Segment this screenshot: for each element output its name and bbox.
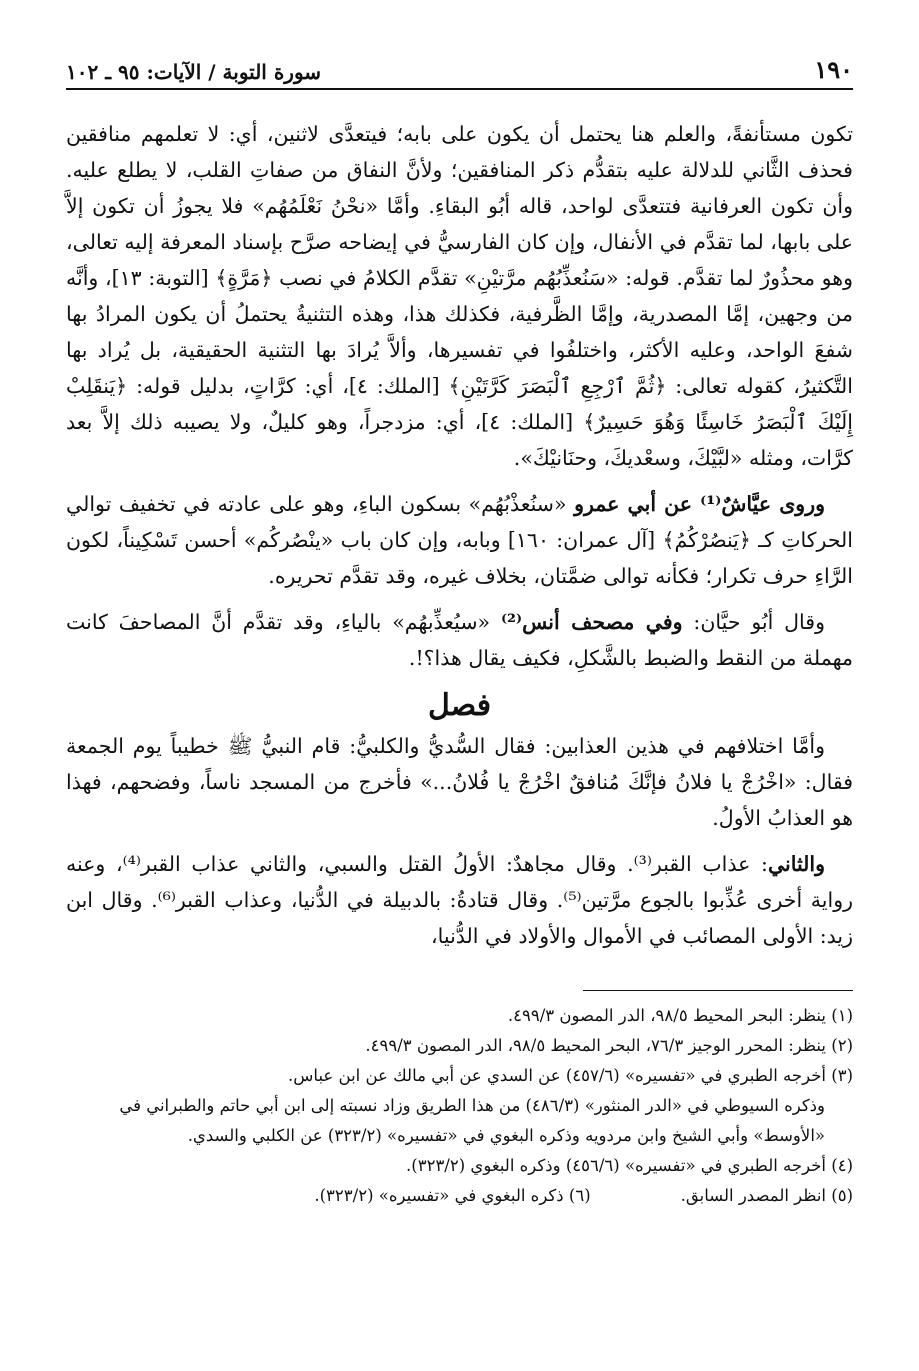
footnote-4: (٤) أخرجه الطبري في «تفسيره» (٤٥٦/٦) وذكره البغوي (٣٢٣/٢). <box>406 1156 853 1175</box>
running-title: سورة التوبة / الآيات: ٩٥ ـ ١٠٢ <box>66 60 322 84</box>
paragraph-5 <box>66 846 853 954</box>
paragraph-1: تكون مستأنفةً، والعلم هنا يحتمل أن يكون على بابه؛ فيتعدَّى لاثنين، أي: لا تعلمهم منافقين فحذف الثَّاني للدلالة عليه بتقدُّم ذكر المنافقين؛ ولأنَّ النفاق من صفاتِ القلب، لا يطلع عليه. وأن تكون العرفانية فتتعدَّى لواحد، قاله أبُو البقاءِ. وأمَّا «نحْنُ نَعْلَمُهُم» فلا يجوزُ أن تكون إلاَّ على بابها، لما تقدَّم في الأنفال، وإن كان الفارسيُّ في إيضاحه صرَّح بإسناد المعرفة إليه تعالى، وهو محذُورٌ لما تقدَّم. قوله: «سَنُعذِّبُهُم مرَّتيْنِ» تقدَّم الكلامُ في نصب ﴿مَرَّةٍ﴾ [التوبة: ١٣]، وأنَّه من وجهين، إمَّا المصدرية، وإمَّا الظَّرفية، فكذلك هذا، وهذه التثنيةُ يحتملُ أن يكون المرادُ بها شفعَ الواحد، وعليه الأكثر، واختلفُوا في تفسيرها، وألاَّ يُرادَ بها التثنية الحقيقية، بل يُراد بها التَّكثيرُ، كقوله تعالى: ﴿ثُمَّ ٱرْجِعِ ٱلْبَصَرَ كَرَّتَيْنِ﴾ [الملك: ٤]، أي: كرَّاتٍ، بدليل قوله: ﴿يَنقَلِبْ إِلَيْكَ ٱلْبَصَرُ خَاسِئًا وَهُوَ حَسِيرٌ﴾ [الملك: ٤]، أي: مزدجراً، وهو كليلٌ، ولا يصيبه ذلك إلاَّ بعد كرَّات، ومثله «لبَّيْكَ، وسعْديكَ، وحنَانيْكَ». <box>66 122 853 470</box>
footnote-3: (٣) أخرجه الطبري في «تفسيره» (٤٥٧/٦) عن السدي عن أبي مالك عن ابن عباس. <box>288 1066 853 1085</box>
paragraph-2 <box>66 486 853 594</box>
paragraph-2-text: «سنُعذْبُهُم» بسكون الباءِ، وهو على عادته في تخفيف توالي الحركاتِ كـ ﴿يَنصُرْكُمُ﴾ [آل عمران: ١٦٠] وبابه، وإن كان باب «ينْصُركُم» أحسن تَسْكِيناً، لكون الرَّاءِ حرف تكرار؛ فكأنه توالى ضمَّتان، بخلاف غيره، وقد تقدَّم تحريره. <box>66 492 854 588</box>
paragraph-3-lead: وفي مصحف أنس⁽²⁾ <box>500 610 683 634</box>
footnote-6: (٦) ذكره البغوي في «تفسيره» (٣٢٣/٢). <box>314 1186 591 1205</box>
section-title: فصل <box>427 688 492 723</box>
paragraph-2-lead: وروى عيَّاشٌ⁽¹⁾ عن أبي عمرو <box>574 492 825 516</box>
paragraph-3-pre: وقال أبُو حيَّان: <box>682 610 826 634</box>
paragraph-5-text: : عذاب القبر⁽³⁾. وقال مجاهدٌ: الأولُ القتل والسبي، والثاني عذاب القبر⁽⁴⁾، وعنه رواية أخرى عُذِّبوا بالجوع مرَّتين⁽⁵⁾. وقال قتادةُ: بالدبيلة في الدُّنيا، وعذاب القبر⁽⁶⁾. وقال ابن زيد: الأولى المصائب في الأموال والأولاد في الدُّنيا، <box>66 852 853 948</box>
footnote-1: (١) ينظر: البحر المحيط ٩٨/٥، الدر المصون ٤٩٩/٣. <box>507 1006 853 1025</box>
paragraph-4: وأمَّا اختلافهم في هذين العذابين: فقال السُّديُّ والكلبيُّ: قام النبيُّ ﷺ خطيباً يوم الجمعة فقال: «اخْرُجْ يا فلانُ فإنَّكَ مُنافقٌ اخْرُجْ يا فُلانُ...» فأخرج من المسجد ناساً، وفضحهم، فهذا هو العذابُ الأولُ. <box>66 734 853 830</box>
footnotes <box>66 1001 853 1211</box>
footnote-row-5-6 <box>66 1181 853 1211</box>
paragraph-3 <box>66 604 853 676</box>
paragraph-5-lead: والثاني <box>767 852 826 876</box>
footnote-divider <box>583 990 853 991</box>
page-header <box>66 38 853 90</box>
paragraph-3-text: «سيُعذِّبهُم» بالياءِ، وقد تقدَّم أنَّ المصاحفَ كانت مهملة من النقط والضبط بالشَّكلِ، فكيف يقال هذا؟!. <box>66 610 853 670</box>
page-number: ١٩٠ <box>814 55 853 84</box>
footnote-2: (٢) ينظر: المحرر الوجيز ٧٦/٣، البحر المحيط ٩٨/٥، الدر المصون ٤٩٩/٣. <box>365 1036 853 1055</box>
footnote-5: (٥) انظر المصدر السابق. <box>680 1186 853 1205</box>
body-text <box>66 116 853 954</box>
footnote-3-continuation: وذكره السيوطي في «الدر المنثور» (٤٨٦/٣) من هذا الطريق وزاد نسبته إلى ابن أبي حاتم والطبراني في «الأوسط» وأبي الشيخ وابن مردويه وذكره البغوي في «تفسيره» (٣٢٣/٢) عن الكلبي والسدي. <box>119 1096 825 1145</box>
